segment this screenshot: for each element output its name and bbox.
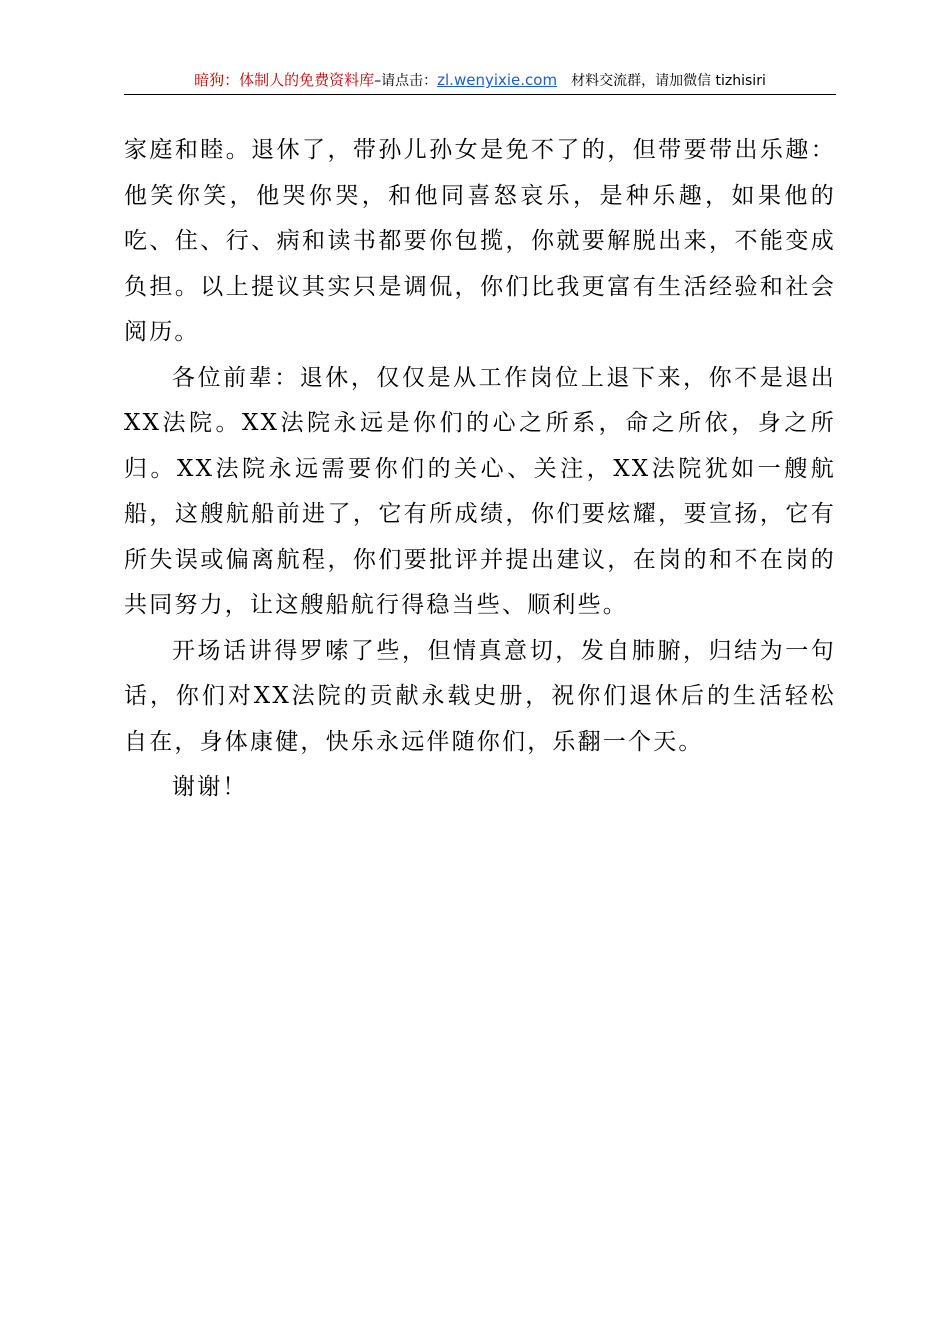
paragraph-1: 家庭和睦。退休了，带孙儿孙女是免不了的，但带要带出乐趣：他笑你笑，他哭你哭，和他同喜怒哀乐，是种乐趣，如果他的吃、住、行、病和读书都要你包揽，你就要解脱出来，不能变成负担。以上提议其实只是调侃，你们比我更富有生活经验和社会阅历。 [124,137,836,345]
header-group-info: 材料交流群，请加微信 tizhisiri [571,73,766,89]
header-prompt: –请点击： [374,73,438,89]
paragraph-3: 开场话讲得罗嗦了些，但情真意切，发自肺腑，归结为一句话，你们对XX法院的贡献永载史册，祝你们退休后的生活轻松自在，身体康健，快乐永远伴随你们，乐翻一个天。 [124,637,836,755]
page-header [124,70,836,95]
header-link[interactable]: zl.wenyixie.com [437,71,558,89]
header-brand: 暗狗：体制人的免费资料库 [194,71,375,89]
paragraph-closing: 谢谢！ [172,774,248,800]
paragraph-2: 各位前辈：退休，仅仅是从工作岗位上退下来，你不是退出XX法院。XX法院永远是你们的心之所系，命之所依，身之所归。XX法院永远需要你们的关心、关注，XX法院犹如一艘航船，这艘航船前进了，它有所成绩，你们要炫耀，要宣扬，它有所失误或偏离航程，你们要批评并提出建议，在岗的和不在岗的共同努力，让这艘船航行得稳当些、顺利些。 [124,364,836,618]
document-body [124,128,836,811]
